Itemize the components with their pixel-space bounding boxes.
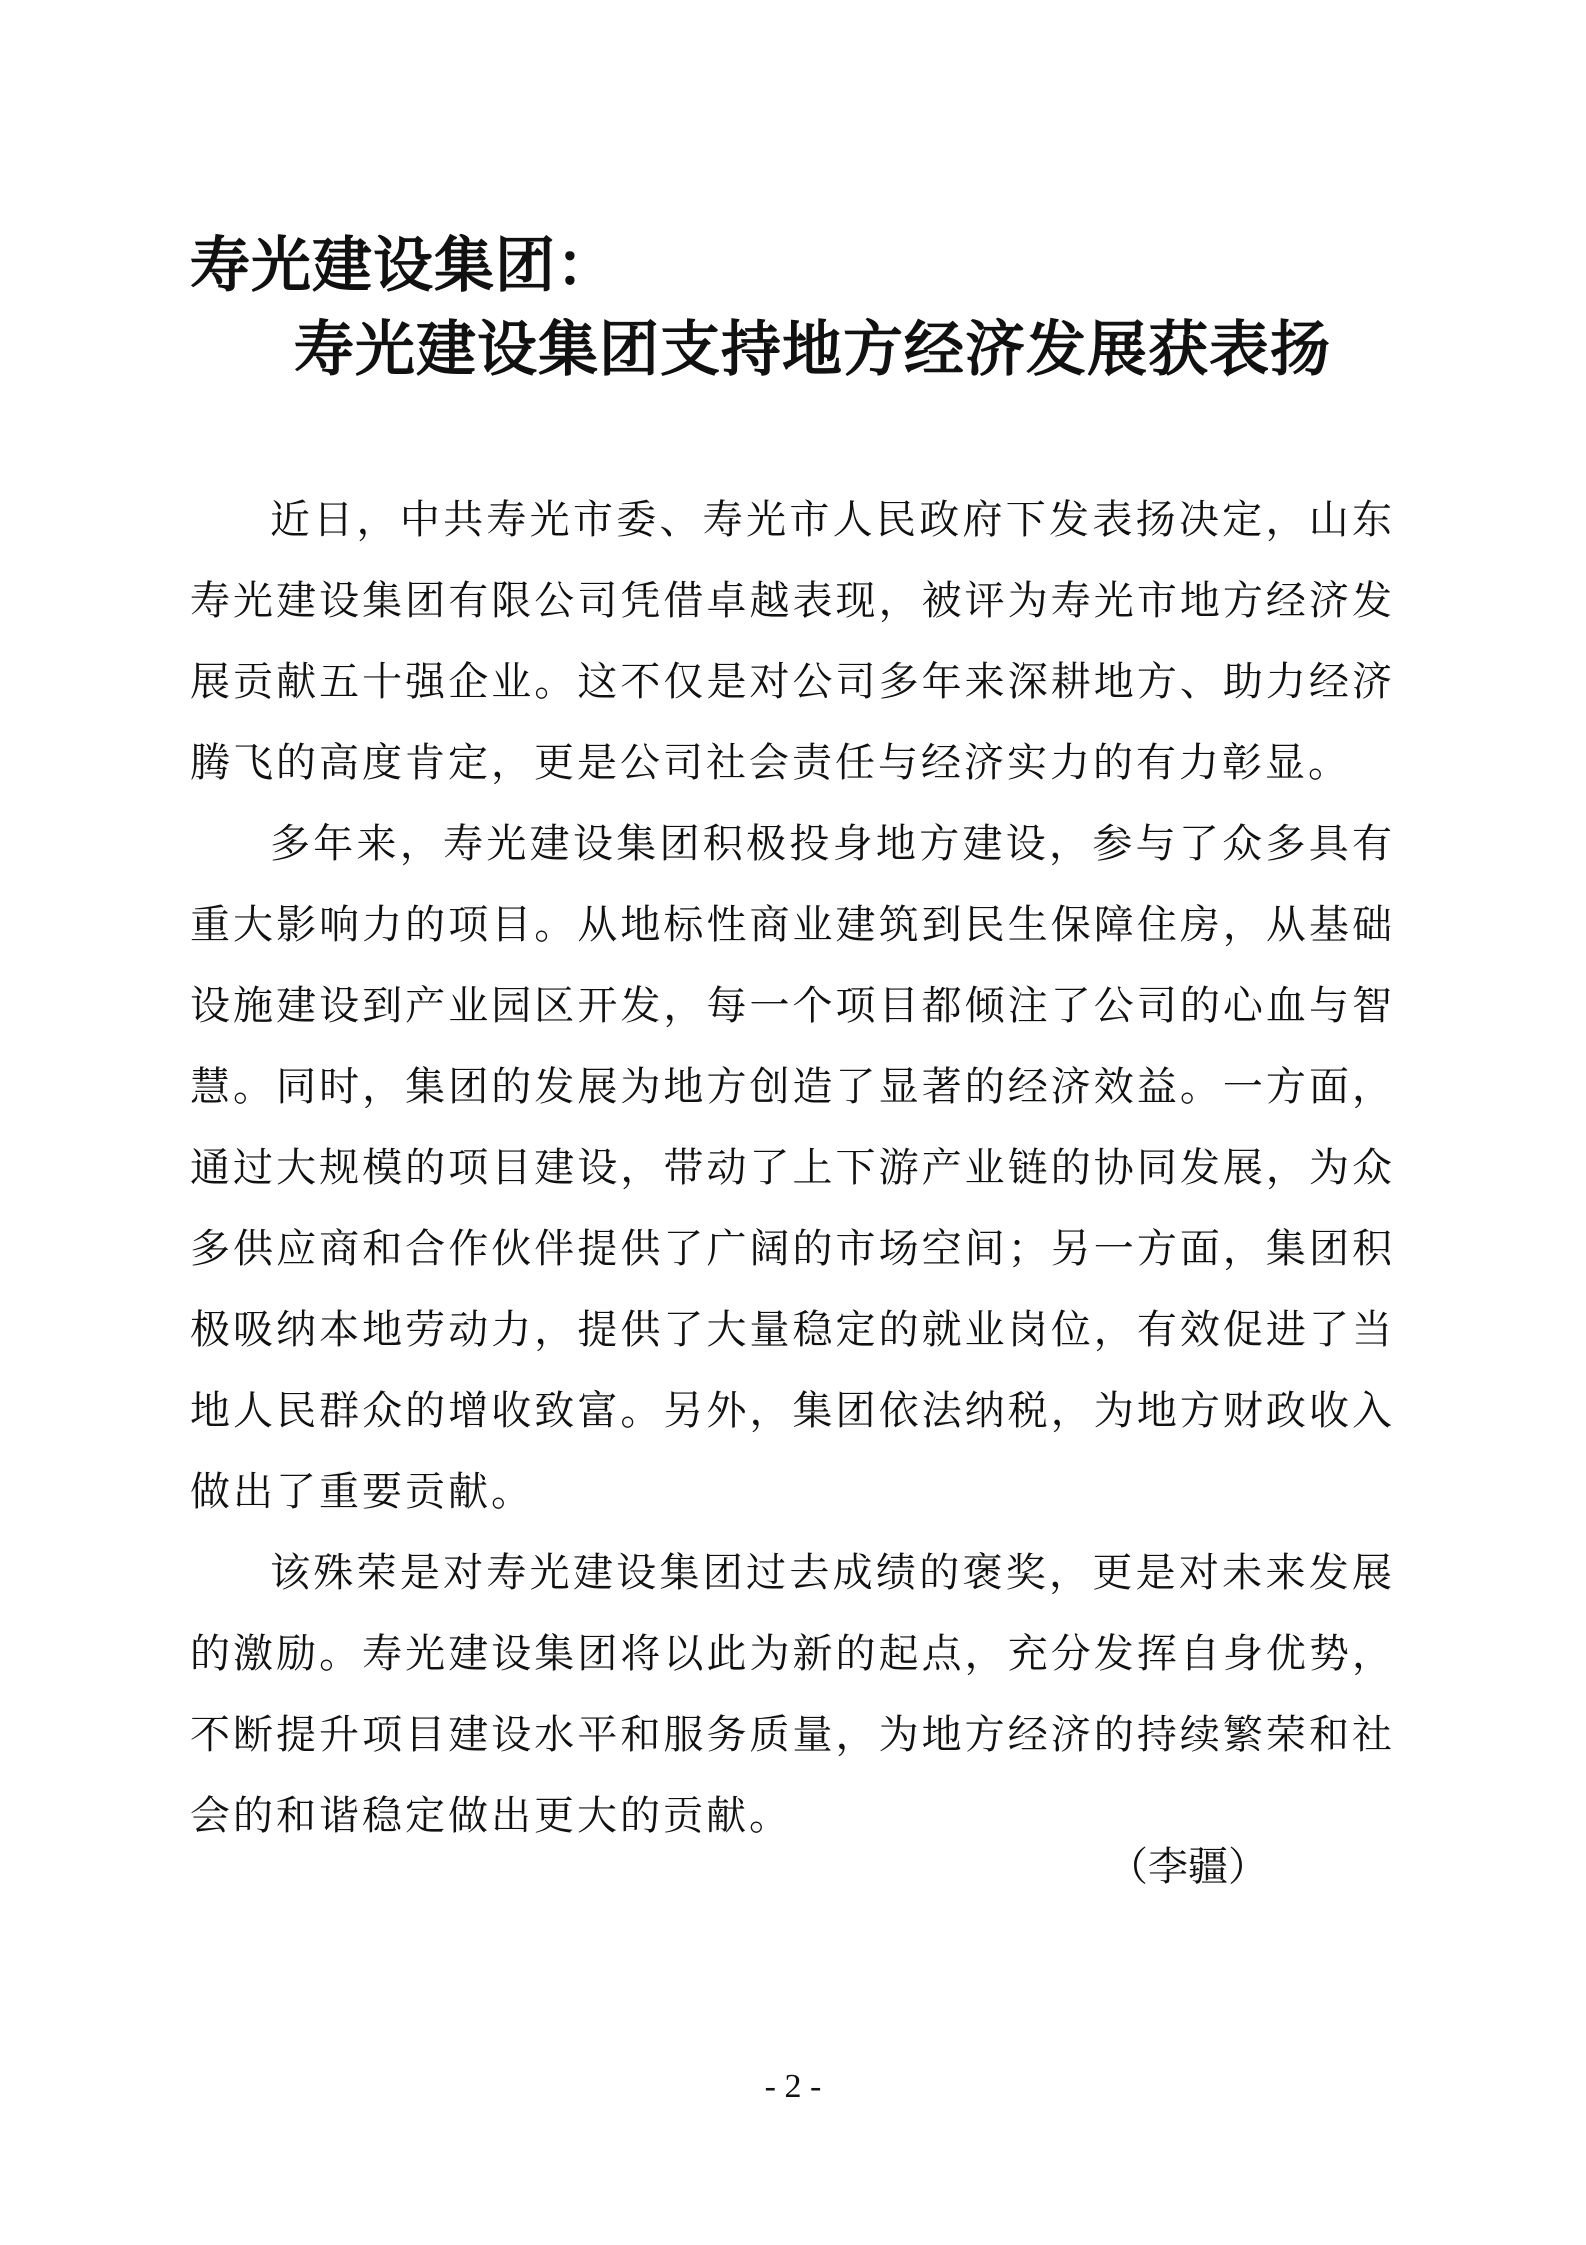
document-title-prefix: 寿光建设集团： [190, 231, 617, 301]
author-byline: （李疆） [1108, 1844, 1268, 1890]
paragraph-1: 近日，中共寿光市委、寿光市人民政府下发表扬决定，山东寿光建设集团有限公司凭借卓越表现，被评为寿光市地方经济发展贡献五十强企业。这不仅是对公司多年来深耕地方、助力经济腾飞的高度肯定，更是公司社会责任与经济实力的有力彰显。 [190, 497, 1395, 786]
paragraph-2: 多年来，寿光建设集团积极投身地方建设，参与了众多具有重大影响力的项目。从地标性商业建筑到民生保障住房，从基础设施建设到产业园区开发，每一个项目都倾注了公司的心血与智慧。同时，集团的发展为地方创造了显著的经济效益。一方面，通过大规模的项目建设，带动了上下游产业链的协同发展，为众多供应商和合作伙伴提供了广阔的市场空间；另一方面，集团积极吸纳本地劳动力，提供了大量稳定的就业岗位，有效促进了当地人民群众的增收致富。另外，集团依法纳税，为地方财政收入做出了重要贡献。 [190, 821, 1395, 1515]
document-title: 寿光建设集团支持地方经济发展获表扬 [294, 315, 1331, 385]
paragraph-3: 该殊荣是对寿光建设集团过去成绩的褒奖，更是对未来发展的激励。寿光建设集团将以此为新的起点，充分发挥自身优势，不断提升项目建设水平和服务质量，为地方经济的持续繁荣和社会的和谐稳定做出更大的贡献。 [190, 1550, 1395, 1839]
page-number: - 2 - [764, 2068, 822, 2105]
article-body [190, 480, 1395, 1857]
